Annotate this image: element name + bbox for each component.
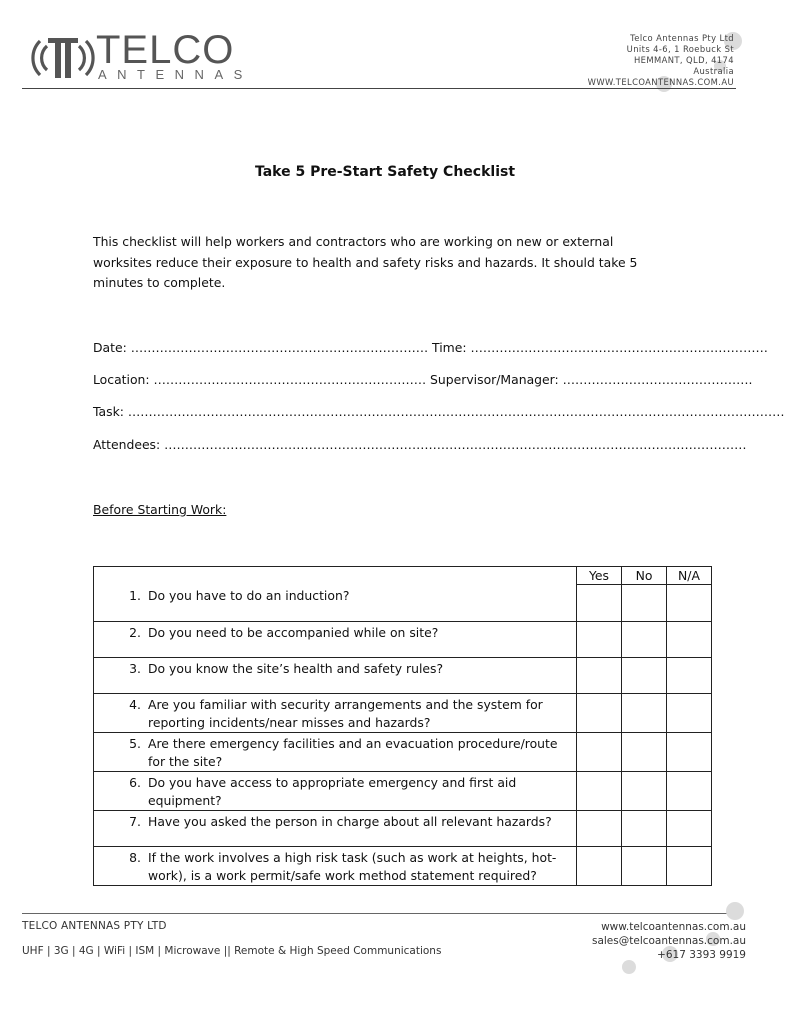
na-checkbox[interactable] (667, 658, 712, 694)
no-checkbox[interactable] (622, 811, 667, 847)
footer-tagline: UHF | 3G | 4G | WiFi | ISM | Microwave || Remote & High Speed Communications (22, 945, 442, 957)
question-text: Are you familiar with security arrangements and the system for reporting incidents/near misses and hazards? (148, 697, 543, 730)
yes-checkbox[interactable] (577, 733, 622, 772)
na-checkbox[interactable] (667, 622, 712, 658)
company-address (588, 33, 734, 88)
footer-phone: +617 3393 9919 (657, 949, 746, 961)
no-checkbox[interactable] (622, 585, 667, 622)
na-checkbox[interactable] (667, 772, 712, 811)
date-time-field[interactable]: Date: ……………………………………………………………… Time: ……………………………………………………………… (93, 340, 768, 355)
na-header: N/A (667, 567, 712, 585)
table-row (94, 772, 712, 811)
question-number: 2. (129, 625, 141, 640)
logo-wordmark: TELCO (96, 28, 235, 72)
table-row (94, 622, 712, 658)
yes-checkbox[interactable] (577, 772, 622, 811)
question-number: 1. (129, 588, 141, 603)
no-checkbox[interactable] (622, 733, 667, 772)
question-cell (94, 733, 577, 772)
decorative-dot (622, 960, 636, 974)
na-checkbox[interactable] (667, 811, 712, 847)
table-row (94, 811, 712, 847)
question-number: 7. (129, 814, 141, 829)
address-line: Units 4-6, 1 Roebuck St (626, 44, 734, 54)
na-checkbox[interactable] (667, 694, 712, 733)
question-text: Do you know the site’s health and safety rules? (148, 661, 444, 676)
yes-checkbox[interactable] (577, 658, 622, 694)
task-field[interactable]: Task: …………………………………………………………………………………………………………………………………………… (93, 404, 785, 419)
question-text: Do you need to be accompanied while on site? (148, 625, 439, 640)
yes-checkbox[interactable] (577, 622, 622, 658)
no-header: No (622, 567, 667, 585)
footer-contact (592, 920, 746, 962)
table-row (94, 658, 712, 694)
table-row (94, 733, 712, 772)
question-cell (94, 847, 577, 886)
logo-subtitle: ANTENNAS (98, 67, 253, 82)
no-checkbox[interactable] (622, 658, 667, 694)
no-checkbox[interactable] (622, 772, 667, 811)
intro-paragraph: This checklist will help workers and contractors who are working on new or external worksites reduce their exposure to health and safety risks and hazards. It should take 5 minutes to complete. (93, 234, 638, 290)
footer-website-link[interactable]: www.telcoantennas.com.au (601, 921, 746, 933)
question-text: Do you have to do an induction? (148, 588, 350, 603)
website-line: WWW.TELCOANTENNAS.COM.AU (587, 77, 734, 87)
question-number: 3. (129, 661, 141, 676)
attendees-field[interactable]: Attendees: …………………………………………………………………………………………………………………………… (93, 437, 747, 452)
table-row (94, 694, 712, 733)
question-cell (94, 622, 577, 658)
question-cell (94, 811, 577, 847)
header-divider (22, 88, 736, 89)
question-number: 8. (129, 850, 141, 865)
na-checkbox[interactable] (667, 847, 712, 886)
footer-company-name: TELCO ANTENNAS PTY LTD (22, 920, 167, 932)
table-row (94, 847, 712, 886)
no-checkbox[interactable] (622, 622, 667, 658)
telco-logo-icon (34, 36, 92, 80)
no-checkbox[interactable] (622, 847, 667, 886)
question-cell (94, 772, 577, 811)
decorative-dot (726, 902, 744, 920)
yes-checkbox[interactable] (577, 694, 622, 733)
yes-checkbox[interactable] (577, 811, 622, 847)
na-checkbox[interactable] (667, 585, 712, 622)
question-number: 6. (129, 775, 141, 790)
address-line: Australia (693, 66, 734, 76)
question-text: If the work involves a high risk task (such as work at heights, hot-work), is a work permit/safe work method statement required? (148, 850, 557, 883)
address-line: HEMMANT, QLD, 4174 (633, 55, 734, 65)
location-supervisor-field[interactable]: Location: ………………………………………………………… Supervisor/Manager: ………………………………………. (93, 372, 753, 387)
no-checkbox[interactable] (622, 694, 667, 733)
document-title: Take 5 Pre-Start Safety Checklist (254, 164, 516, 180)
section-heading: Before Starting Work: (93, 502, 227, 517)
question-cell (94, 694, 577, 733)
na-checkbox[interactable] (667, 733, 712, 772)
question-text: Are there emergency facilities and an evacuation procedure/route for the site? (148, 736, 558, 769)
question-text: Have you asked the person in charge about all relevant hazards? (148, 814, 552, 829)
table-header-row (94, 567, 712, 585)
yes-checkbox[interactable] (577, 847, 622, 886)
question-text: Do you have access to appropriate emergency and first aid equipment? (148, 775, 517, 808)
footer-divider (22, 913, 736, 914)
checklist-table (93, 566, 712, 886)
question-number: 5. (129, 736, 141, 751)
question-cell (94, 567, 577, 622)
yes-checkbox[interactable] (577, 585, 622, 622)
question-number: 4. (129, 697, 141, 712)
question-cell (94, 658, 577, 694)
address-line: Telco Antennas Pty Ltd (630, 33, 734, 43)
yes-header: Yes (577, 567, 622, 585)
footer-email-link[interactable]: sales@telcoantennas.com.au (591, 935, 746, 947)
